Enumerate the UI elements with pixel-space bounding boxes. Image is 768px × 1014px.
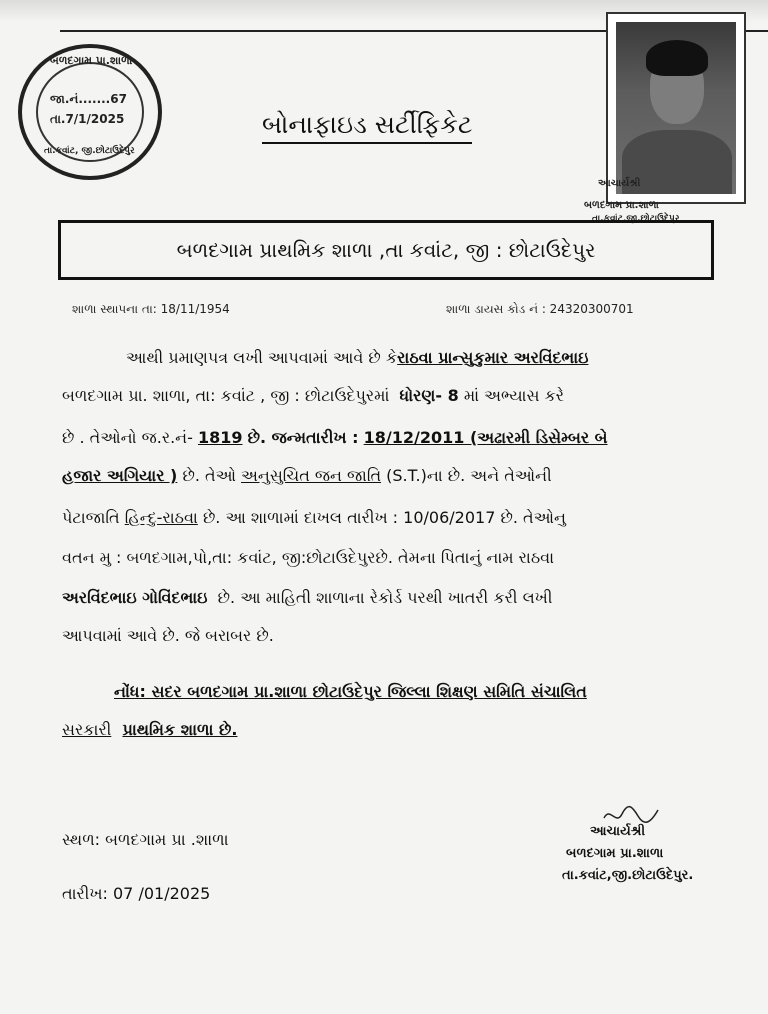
seal-ring-bottom: તા.કવાંટ, જી.છોટાઉદેપુર [44,146,135,156]
student-photo [606,12,746,204]
date-of-birth: 18/12/2011 (અઢારમી ડિસેમ્બર બે [363,428,608,447]
note-text: સરકારી [62,720,112,739]
place-field: સ્થળ: બળદગામ પ્રા .શાળા [62,830,229,849]
photo-image [616,22,736,194]
body-line-5 [62,508,566,528]
caste-category: અનુસુચિત જન જાતિ [241,466,382,485]
principal-title: આચાર્યશ્રી [590,824,646,839]
body-text: માં અભ્યાસ કરે [463,386,565,405]
body-line-8 [62,626,274,646]
photo-hair [646,40,708,76]
body-line-7 [62,588,552,608]
body-line-4 [62,466,552,486]
school-header-box [58,220,714,280]
principal-school: બળદગામ પ્રા.શાળા [566,846,664,861]
photo-stamp-role: આચાર્યશ્રી [598,178,641,189]
signature-icon [602,804,662,826]
body-line-2 [62,386,564,406]
standard: ધોરણ- 8 [399,386,459,405]
seal-inward-number: જા.નં.......67 [50,92,127,106]
body-text: છે. તેઓ [182,466,236,485]
photo-stamp-address: તા.કવાંટ,જી.છોટાઉદેપુર [592,214,680,224]
gr-number: 1819 [197,428,243,447]
seal-inward-date: તા.7/1/2025 [50,112,125,126]
note-line-1: નોંધ: સદર બળદગામ પ્રા.શાળા છોટાઉદેપુર જિલ્લા શિક્ષણ સમિતિ સંચાલિત [114,682,587,701]
body-text: આપવામાં આવે છે. જે બરાબર છે. [62,626,274,645]
school-seal [18,44,162,180]
date-field: તારીખ: 07 /01/2025 [62,884,211,903]
principal-address: તા.કવાંટ,જી.છોટાઉદેપુર. [562,868,694,883]
dob-label: છે. જન્મતારીખ : [247,428,359,447]
school-header-text: બળદગામ પ્રાથમિક શાળા ,તા કવાંટ, જી : છોટાઉદેપુર [176,238,596,262]
body-text: છે. આ માહિતી શાળાના રેકોર્ડ પરથી ખાતરી કરી લખી [217,588,553,607]
dob-in-words: હજાર અગિયાર ) [62,466,178,485]
dise-code: શાળા ડાયસ કોડ નં : 24320300701 [446,302,634,316]
native-place: વતન મુ : બળદગામ,પો,તા: કવાંટ, જી:છોટાઉદેપુરછે. તેમના પિતાનું નામ રાઠવા [62,548,555,567]
certificate-title: બોનાફાઇડ સર્ટીફિકેટ [262,110,472,144]
note-text: પ્રાથમિક શાળા છે. [122,720,238,739]
establishment-date: શાળા સ્થાપના તા: 18/11/1954 [72,302,230,316]
signature-scribble [602,804,662,826]
photo-stamp-school: બળદગામ પ્રા.શાળા [584,200,659,211]
sub-caste: હિન્દુ-રાઠવા [124,508,198,527]
body-line-1 [126,348,588,368]
body-text: છે . તેઓનો જ.ર.નં- [62,428,193,447]
body-text: પેટાજાતિ [62,508,120,527]
note-line-2 [62,720,237,740]
student-name: રાઠવા પ્રાન્સુકુમાર અરવિંદભાઇ [397,348,589,367]
body-line-3 [62,428,608,448]
father-name: અરવિંદભાઇ ગોવિંદભાઇ [62,588,208,607]
body-text: બળદગામ પ્રા. શાળા, તા: કવાંટ , જી : છોટાઉદેપુરમાં [62,386,390,405]
body-line-6 [62,548,554,568]
body-text: આથી પ્રમાણપત્ર લખી આપવામાં આવે છે કે [126,348,398,367]
seal-ring-text: બળદગામ પ્રા.શાળા [50,54,133,67]
body-text: (S.T.)ના છે. અને તેઓની [386,466,552,485]
admission-date: છે. આ શાળામાં દાખલ તારીખ : 10/06/2017 છે. તેઓનુ [202,508,566,527]
